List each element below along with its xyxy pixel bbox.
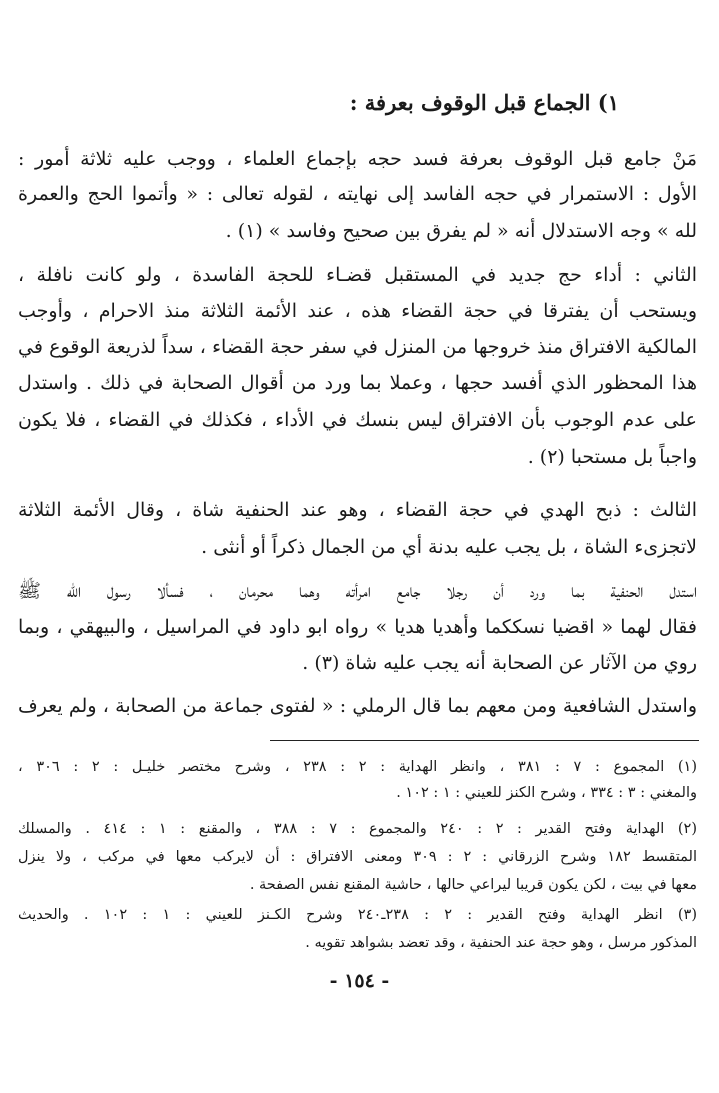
body-line: فقال لهما « اقضيا نسككما وأهديا هديا » رواه ابو داود في المراسيل ، والبيهقي ، وبما [18, 616, 697, 638]
body-line: روي من الآثار عن الصحابة أنه يجب عليه شاة (٣) . [302, 652, 697, 674]
body-line: مَنْ جامع قبل الوقوف بعرفة فسد حجه بإجماع العلماء ، ووجب عليه ثلاثة أمور : [18, 148, 697, 170]
body-line: استدل الحنفية بما ورد أن رجلا جامع امرأته وهما محرمان ، فسألا رسول الله ﷺ [18, 580, 697, 602]
body-line: واستدل الشافعية ومن معهم بما قال الرملي : « لفتوى جماعة من الصحابة ، ولم يعرف [18, 695, 697, 717]
body-line: لاتجزىء الشاة ، بل يجب عليه بدنة أي من الجمال ذكراً أو أنثى . [201, 536, 697, 558]
footnote-line: معها في بيت ، لكن يكون قريبا ليراعي حالها ، حاشية المقنع نفس الصفحة . [249, 877, 697, 893]
footnote-line: المذكور مرسل ، وهو حجة عند الحنفية ، وقد تعضد بشواهد تقويه . [305, 935, 697, 951]
body-line: الأول : الاستمرار في حجه الفاسد إلى نهايته ، لقوله تعالى : « وأتموا الحج والعمرة [18, 183, 697, 205]
section-heading: ١) الجماع قبل الوقوف بعرفة : [349, 90, 619, 115]
footnote-line: (٣) انظر الهداية وفتح القدير : ٢ : ٢٣٨ـ٢٤٠ وشرح الكـنز للعيني : ١ : ١٠٢ . والحديث [18, 907, 697, 923]
footnote-line: (٢) الهداية وفتح القدير : ٢ : ٢٤٠ والمجموع : ٧ : ٣٨٨ ، والمقنع : ١ : ٤١٤ . والمسلك [18, 821, 697, 837]
body-line: الثاني : أداء حج جديد في المستقبل قضـاء للحجة الفاسدة ، ولو كانت نافلة ، [18, 264, 697, 286]
footnote-line: (١) المجموع : ٧ : ٣٨١ ، وانظر الهداية : ٢ : ٢٣٨ ، وشرح مختصر خليـل : ٢ : ٣٠٦ ، [18, 759, 698, 775]
body-line: الثالث : ذبح الهدي في حجة القضاء ، وهو عند الحنفية شاة ، وقال الأئمة الثلاثة [18, 499, 697, 521]
body-line: هذا المحظور الذي أفسد حجها ، وعملا بما ورد من أقوال الصحابة في ذلك . واستدل [18, 372, 697, 394]
page-number: - ١٥٤ - [329, 970, 390, 992]
body-line: لله » وجه الاستدلال أنه « لم يفرق بين صحيح وفاسد » (١) . [225, 220, 697, 242]
body-line: المالكية الافتراق منذ خروجها من المنزل في سفر حجة القضاء ، سداً لذريعة الوقوع في [18, 336, 697, 358]
footnote-line: المتقسط ١٨٢ وشرح الزرقاني : ٢ : ٣٠٩ ومعنى الافتراق : أن لايركب معها في مركب ، ولا ينزل [18, 849, 697, 865]
body-line: واجباً بل مستحبا (٢) . [527, 446, 697, 468]
body-line: على عدم الوجوب بأن الافتراق ليس بنسك في الأداء ، فكذلك في القضاء ، فلا يكون [18, 409, 697, 431]
footnote-line: والمغني : ٣ : ٣٣٤ ، وشرح الكنز للعيني : ١ : ١٠٢ . [396, 785, 697, 801]
body-line: ويستحب أن يفترقا في حجة القضاء هذه ، عند الأئمة الثلاثة منذ الاحرام ، وأوجب [18, 300, 697, 322]
footnote-separator [270, 740, 699, 741]
